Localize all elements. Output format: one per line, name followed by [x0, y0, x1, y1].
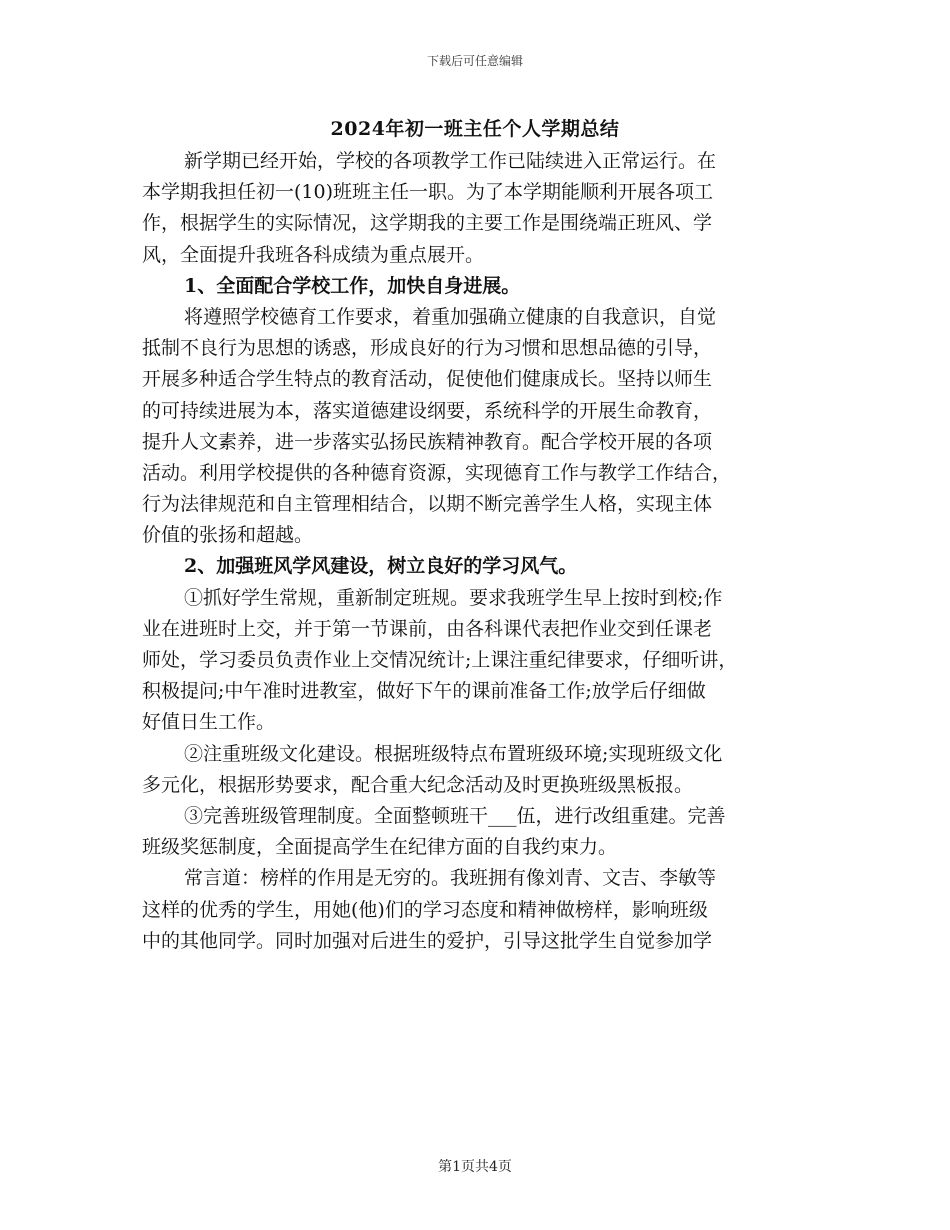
text-line: 常言道：榜样的作用是无穷的。我班拥有像刘青、文吉、李敏等 — [184, 867, 717, 890]
text-line: 抵制不良行为思想的诱惑，形成良好的行为习惯和思想品德的引导， — [142, 337, 713, 360]
text-line: 提升人文素养，进一步落实弘扬民族精神教育。配合学校开展的各项 — [142, 430, 713, 453]
text-line: 的可持续进展为本，落实道德建设纲要，系统科学的开展生命教育， — [142, 399, 713, 422]
header-note: 下载后可任意编辑 — [426, 54, 523, 68]
text-line: 价值的张扬和超越。 — [142, 524, 314, 547]
text-line: 积极提问;中午准时进教室，做好下午的课前准备工作;放学后仔细做 — [142, 680, 706, 703]
page-footer: 第1页共4页 — [438, 1159, 512, 1175]
text-line: 师处，学习委员负责作业上交情况统计;上课注重纪律要求，仔细听讲， — [142, 649, 738, 671]
text-line: 中的其他同学。同时加强对后进生的爱护，引导这批学生自觉参加学 — [142, 929, 713, 952]
text-line: 好值日生工作。 — [142, 711, 276, 734]
text-line: 这样的优秀的学生，用她(他)们的学习态度和精神做榜样，影响班级 — [142, 898, 708, 921]
text-line: ②注重班级文化建设。根据班级特点布置班级环境;实现班级文化 — [184, 742, 723, 765]
text-line: 本学期我担任初一(10)班班主任一职。为了本学期能顺利开展各项工 — [142, 181, 714, 204]
document-title: 2024年初一班主任个人学期总结 — [330, 118, 620, 140]
text-line: 开展多种适合学生特点的教育活动，促使他们健康成长。坚持以师生 — [142, 368, 713, 391]
text-line: ③完善班级管理制度。全面整顿班干___伍，进行改组重建。完善 — [184, 804, 726, 827]
text-line: 班级奖惩制度，全面提高学生在纪律方面的自我约束力。 — [142, 836, 618, 859]
text-line: 业在进班时上交，并于第一节课前，由各科课代表把作业交到任课老 — [142, 617, 713, 640]
text-line: 新学期已经开始，学校的各项教学工作已陆续进入正常运行。在 — [184, 150, 717, 172]
document-body — [142, 146, 810, 957]
text-line: 行为法律规范和自主管理相结合，以期不断完善学生人格，实现主体 — [142, 493, 713, 516]
text-line: 活动。利用学校提供的各种德育资源，实现德育工作与教学工作结合， — [142, 461, 732, 484]
text-line: 风，全面提升我班各科成绩为重点展开。 — [142, 243, 485, 266]
text-line: 将遵照学校德育工作要求，着重加强确立健康的自我意识，自觉 — [184, 305, 717, 328]
text-line: 作，根据学生的实际情况，这学期我的主要工作是围绕端正班风、学 — [142, 212, 713, 235]
section-heading: 2、加强班风学风建设，树立良好的学习风气。 — [184, 555, 578, 578]
text-line: ①抓好学生常规，重新制定班规。要求我班学生早上按时到校;作 — [184, 586, 723, 609]
section-heading: 1、全面配合学校工作，加快自身进展。 — [184, 274, 521, 297]
text-line: 多元化，根据形势要求，配合重大纪念活动及时更换班级黑板报。 — [142, 773, 694, 796]
